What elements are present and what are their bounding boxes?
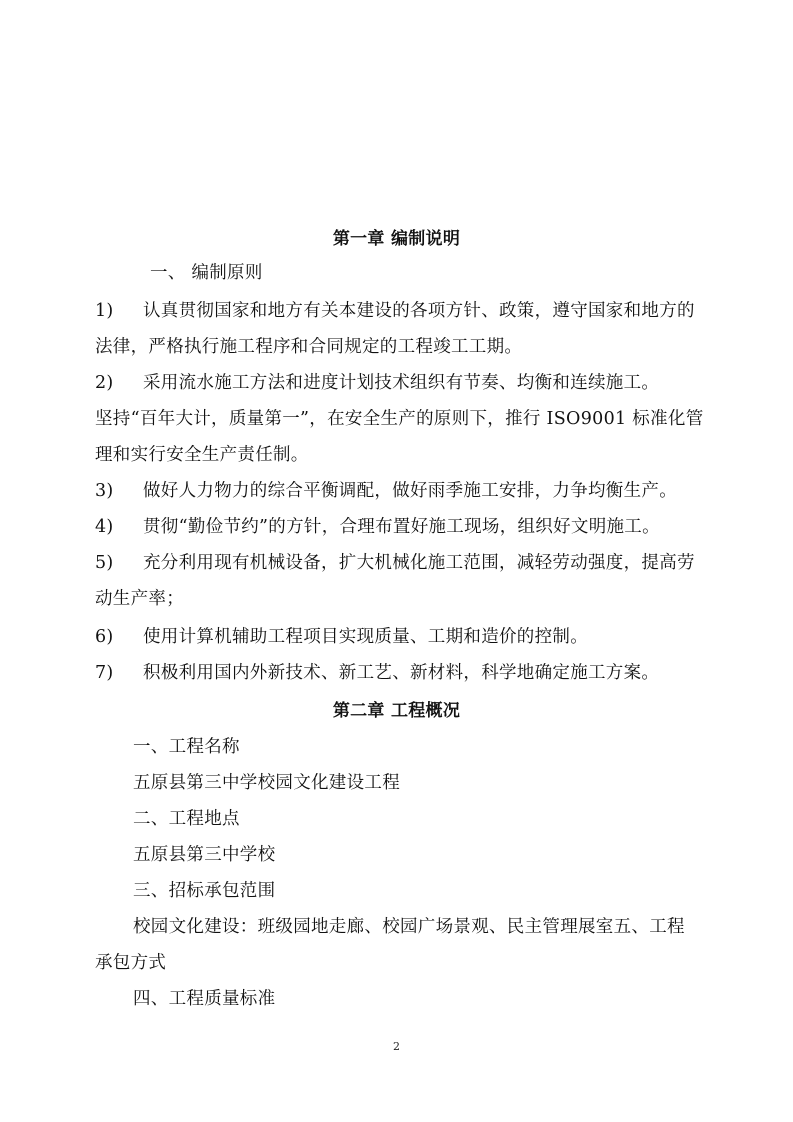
principle-item-2-continued: 坚持“百年大计，质量第一”，在安全生产的原则下，推行 ISO9001 标准化管 <box>95 409 704 429</box>
principle-item-3 <box>95 481 725 501</box>
section-compilation-principles: 一、 编制原则 <box>150 263 263 283</box>
item-text: 做好人力物力的综合平衡调配，做好雨季施工安排，力争均衡生产。 <box>143 481 677 501</box>
item-number: 2) <box>95 373 114 393</box>
item-text: 积极利用国内外新技术、新工艺、新材料，科学地确定施工方案。 <box>143 663 660 683</box>
item-number: 6) <box>95 627 114 647</box>
item-text: 使用计算机辅助工程项目实现质量、工期和造价的控制。 <box>143 627 588 647</box>
principle-item-2 <box>95 373 725 393</box>
section-project-location: 二、工程地点 <box>133 809 240 829</box>
principle-item-2-continued-2: 理和实行安全生产责任制。 <box>95 445 309 465</box>
bid-scope-value: 校园文化建设：班级园地走廊、校园广场景观、民主管理展室五、工程 <box>133 917 685 937</box>
item-text: 贯彻“勤俭节约”的方针，合理布置好施工现场，组织好文明施工。 <box>143 517 660 537</box>
section-quality-standard: 四、工程质量标准 <box>133 989 276 1009</box>
item-number: 7) <box>95 663 114 683</box>
project-location-value: 五原县第三中学校 <box>133 845 276 865</box>
principle-item-6 <box>95 627 725 647</box>
chapter-1-title: 第一章 编制说明 <box>332 229 461 249</box>
chapter-2-title: 第二章 工程概况 <box>332 701 461 721</box>
item-number: 5) <box>95 553 114 573</box>
section-project-name: 一、工程名称 <box>133 737 240 757</box>
principle-item-1-continued: 法律，严格执行施工程序和合同规定的工程竣工工期。 <box>95 337 523 357</box>
principle-item-7 <box>95 663 725 683</box>
item-text: 采用流水施工方法和进度计划技术组织有节奏、均衡和连续施工。 <box>143 373 660 393</box>
principle-item-1 <box>95 301 725 321</box>
principle-item-5 <box>95 553 725 573</box>
item-number: 4) <box>95 517 114 537</box>
section-bid-scope: 三、招标承包范围 <box>133 881 276 901</box>
item-text: 充分利用现有机械设备，扩大机械化施工范围，减轻劳动强度，提高劳 <box>143 553 695 573</box>
item-text: 认真贯彻国家和地方有关本建设的各项方针、政策，遵守国家和地方的 <box>143 301 695 321</box>
principle-item-5-continued: 动生产率； <box>95 589 184 609</box>
principle-item-4 <box>95 517 725 537</box>
bid-scope-value-continued: 承包方式 <box>95 953 167 973</box>
page-number: 2 <box>393 1040 400 1053</box>
project-name-value: 五原县第三中学校园文化建设工程 <box>133 773 400 793</box>
item-number: 3) <box>95 481 114 501</box>
item-number: 1) <box>95 301 114 321</box>
